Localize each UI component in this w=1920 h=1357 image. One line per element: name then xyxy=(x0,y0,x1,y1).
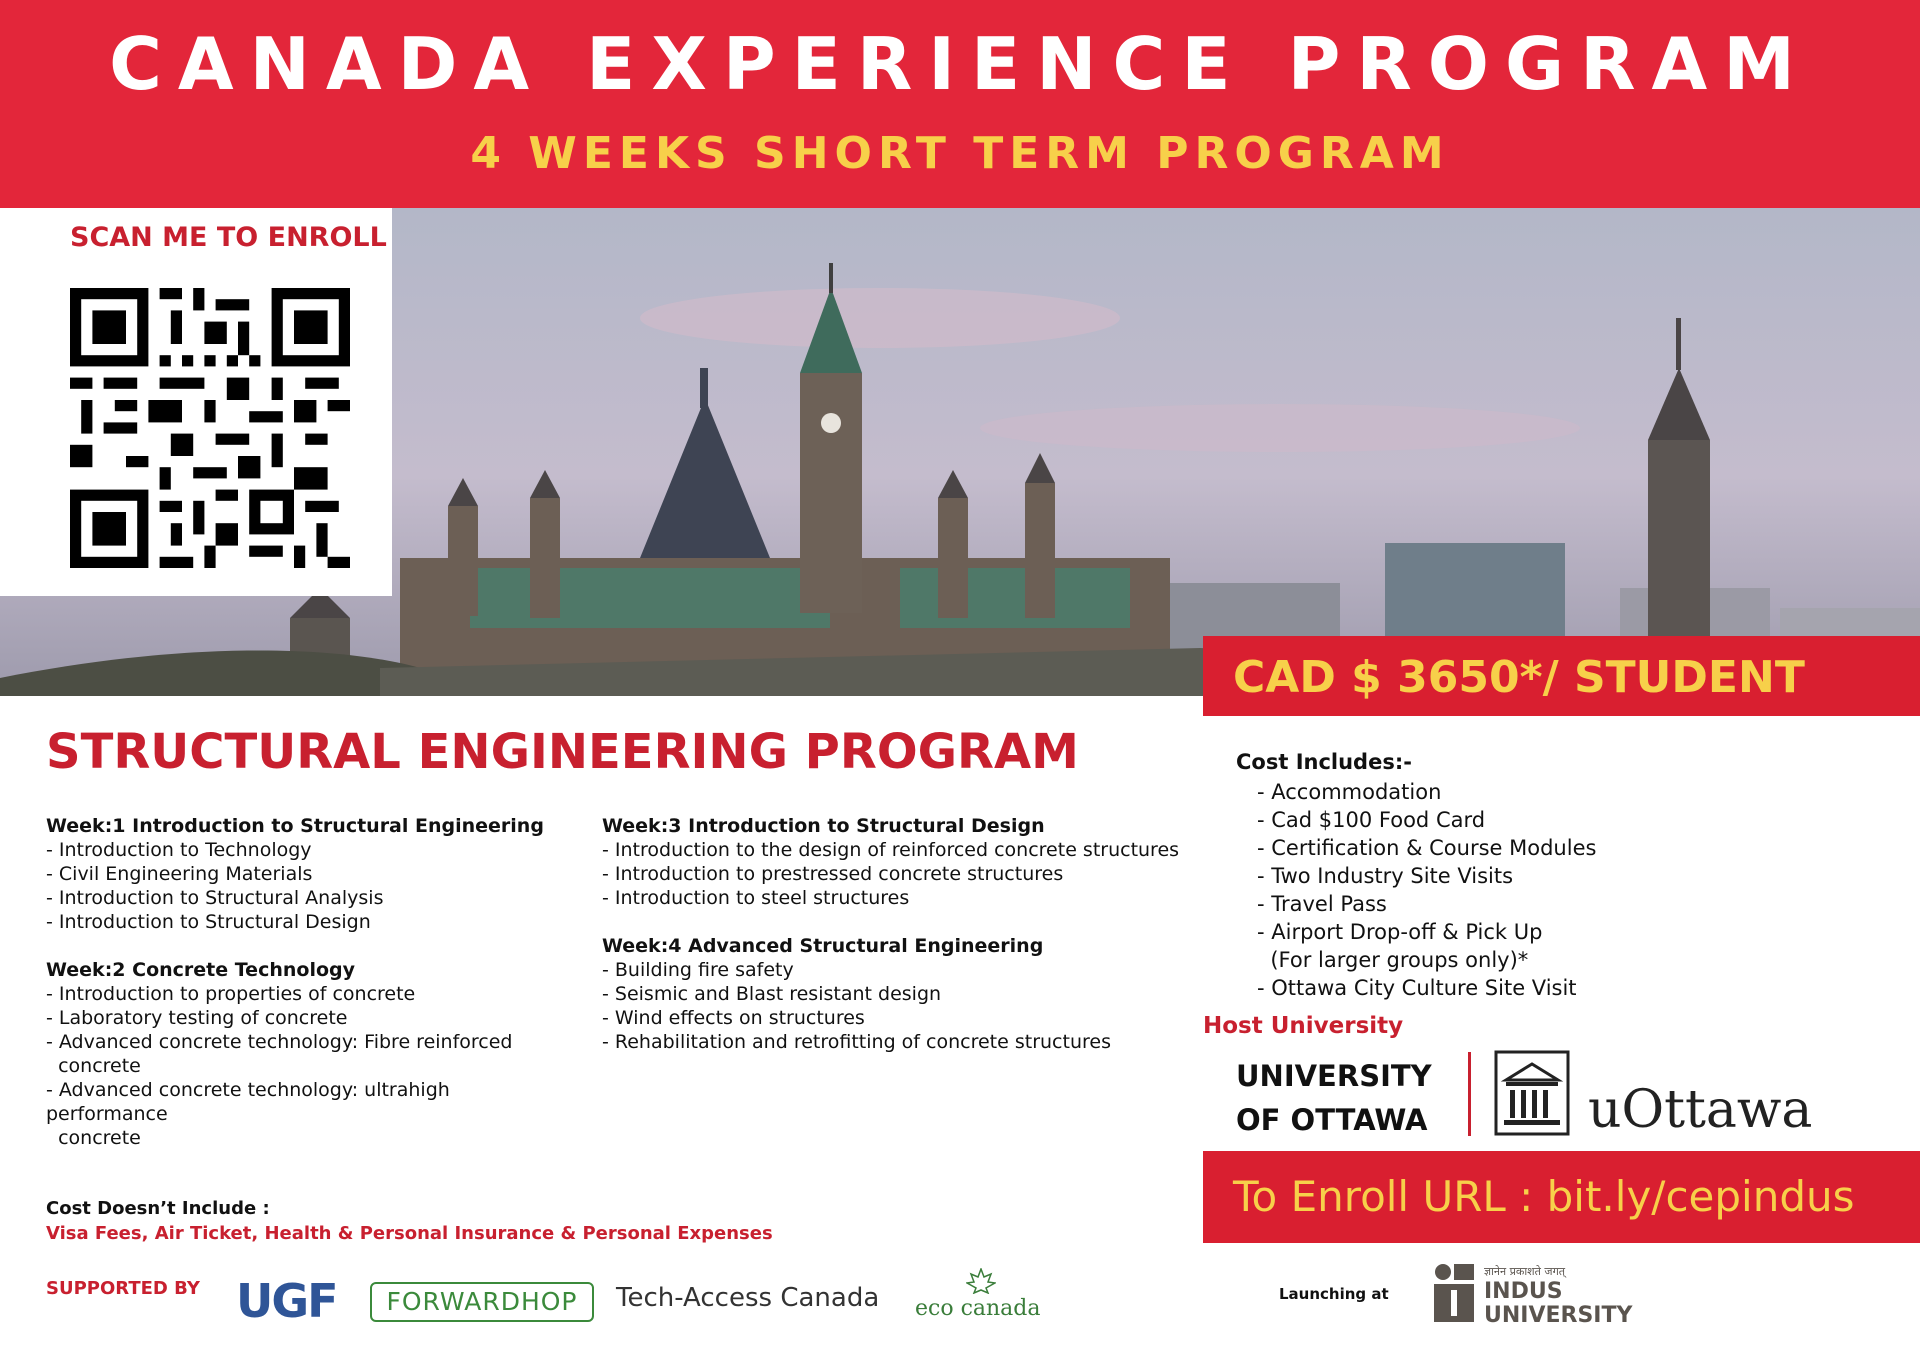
uottawa-wordmark: uOttawa xyxy=(1588,1080,1813,1140)
week-item: concrete xyxy=(46,1127,141,1149)
university-name-line2: OF OTTAWA xyxy=(1236,1103,1428,1137)
week-item: - Introduction to properties of concrete xyxy=(46,983,416,1005)
cost-item: - Airport Drop-off & Pick Up xyxy=(1257,920,1543,944)
scan-to-enroll-label: SCAN ME TO ENROLL xyxy=(70,222,387,253)
uottawa-building-icon xyxy=(1494,1050,1570,1136)
cost-item: (For larger groups only)* xyxy=(1257,948,1529,972)
week-item: - Rehabilitation and retrofitting of concrete structures xyxy=(602,1031,1111,1053)
week-item: - Introduction to prestressed concrete structures xyxy=(602,863,1064,885)
cost-excludes-heading: Cost Doesn’t Include : xyxy=(46,1198,270,1219)
university-name xyxy=(1236,1054,1432,1142)
cost-item: - Two Industry Site Visits xyxy=(1257,864,1514,888)
week-item: - Seismic and Blast resistant design xyxy=(602,983,942,1005)
week-heading: Week:1 Introduction to Structural Engineering xyxy=(46,815,544,837)
ugf-logo: UGF xyxy=(236,1274,337,1328)
indus-line1: INDUS xyxy=(1484,1279,1563,1304)
cost-includes-list xyxy=(1257,778,1596,1002)
page-title: CANADA EXPERIENCE PROGRAM xyxy=(109,22,1811,106)
logo-divider xyxy=(1468,1052,1471,1136)
indus-tagline: ज्ञानेन प्रकाशते जगत् xyxy=(1484,1265,1566,1278)
price-text: CAD $ 3650*/ STUDENT xyxy=(1233,652,1805,703)
enroll-url[interactable]: To Enroll URL : bit.ly/cepindus xyxy=(1233,1172,1855,1221)
host-university-label: Host University xyxy=(1203,1013,1404,1039)
week-heading: Week:4 Advanced Structural Engineering xyxy=(602,935,1044,957)
week-3-section xyxy=(602,814,1202,910)
week-item: - Introduction to Structural Analysis xyxy=(46,887,384,909)
forwardhop-logo: FORWARDHOP xyxy=(370,1282,594,1322)
tech-access-canada-logo: Tech-Access Canada xyxy=(616,1283,880,1313)
launching-at-label: Launching at xyxy=(1279,1285,1389,1303)
week-4-section xyxy=(602,934,1202,1054)
cost-item: - Travel Pass xyxy=(1257,892,1387,916)
enroll-qr-code[interactable] xyxy=(70,288,350,568)
maple-leaf-icon xyxy=(966,1268,996,1294)
indus-university-emblem-icon xyxy=(1434,1264,1474,1322)
week-item: - Introduction to Structural Design xyxy=(46,911,371,933)
week-item: - Introduction to Technology xyxy=(46,839,312,861)
cost-item: - Accommodation xyxy=(1257,780,1442,804)
eco-canada-logo: eco canada xyxy=(915,1296,1041,1321)
university-name-line1: UNIVERSITY xyxy=(1236,1059,1432,1093)
cost-item: - Cad $100 Food Card xyxy=(1257,808,1486,832)
week-item: concrete xyxy=(46,1055,141,1077)
cost-item: - Ottawa City Culture Site Visit xyxy=(1257,976,1577,1000)
indus-university-wordmark xyxy=(1484,1280,1632,1328)
cost-includes-heading: Cost Includes:- xyxy=(1236,750,1412,774)
week-item: - Introduction to the design of reinforced concrete structures xyxy=(602,839,1180,861)
week-1-section xyxy=(46,814,606,934)
week-2-section xyxy=(46,958,606,1150)
week-item: - Wind effects on structures xyxy=(602,1007,865,1029)
cost-excludes-text: Visa Fees, Air Ticket, Health & Personal Insurance & Personal Expenses xyxy=(46,1223,773,1244)
week-item: performance xyxy=(46,1103,168,1125)
week-item: - Introduction to steel structures xyxy=(602,887,910,909)
week-item: - Laboratory testing of concrete xyxy=(46,1007,348,1029)
supported-by-label: SUPPORTED BY xyxy=(46,1278,200,1299)
cost-item: - Certification & Course Modules xyxy=(1257,836,1597,860)
week-item: - Civil Engineering Materials xyxy=(46,863,313,885)
week-heading: Week:3 Introduction to Structural Design xyxy=(602,815,1045,837)
indus-line2: UNIVERSITY xyxy=(1484,1303,1633,1328)
program-title: STRUCTURAL ENGINEERING PROGRAM xyxy=(46,724,1079,780)
page-subtitle: 4 WEEKS SHORT TERM PROGRAM xyxy=(470,128,1450,179)
week-heading: Week:2 Concrete Technology xyxy=(46,959,355,981)
week-item: - Building fire safety xyxy=(602,959,794,981)
week-item: - Advanced concrete technology: Fibre reinforced xyxy=(46,1031,513,1053)
week-item: - Advanced concrete technology: ultrahigh xyxy=(46,1079,450,1101)
